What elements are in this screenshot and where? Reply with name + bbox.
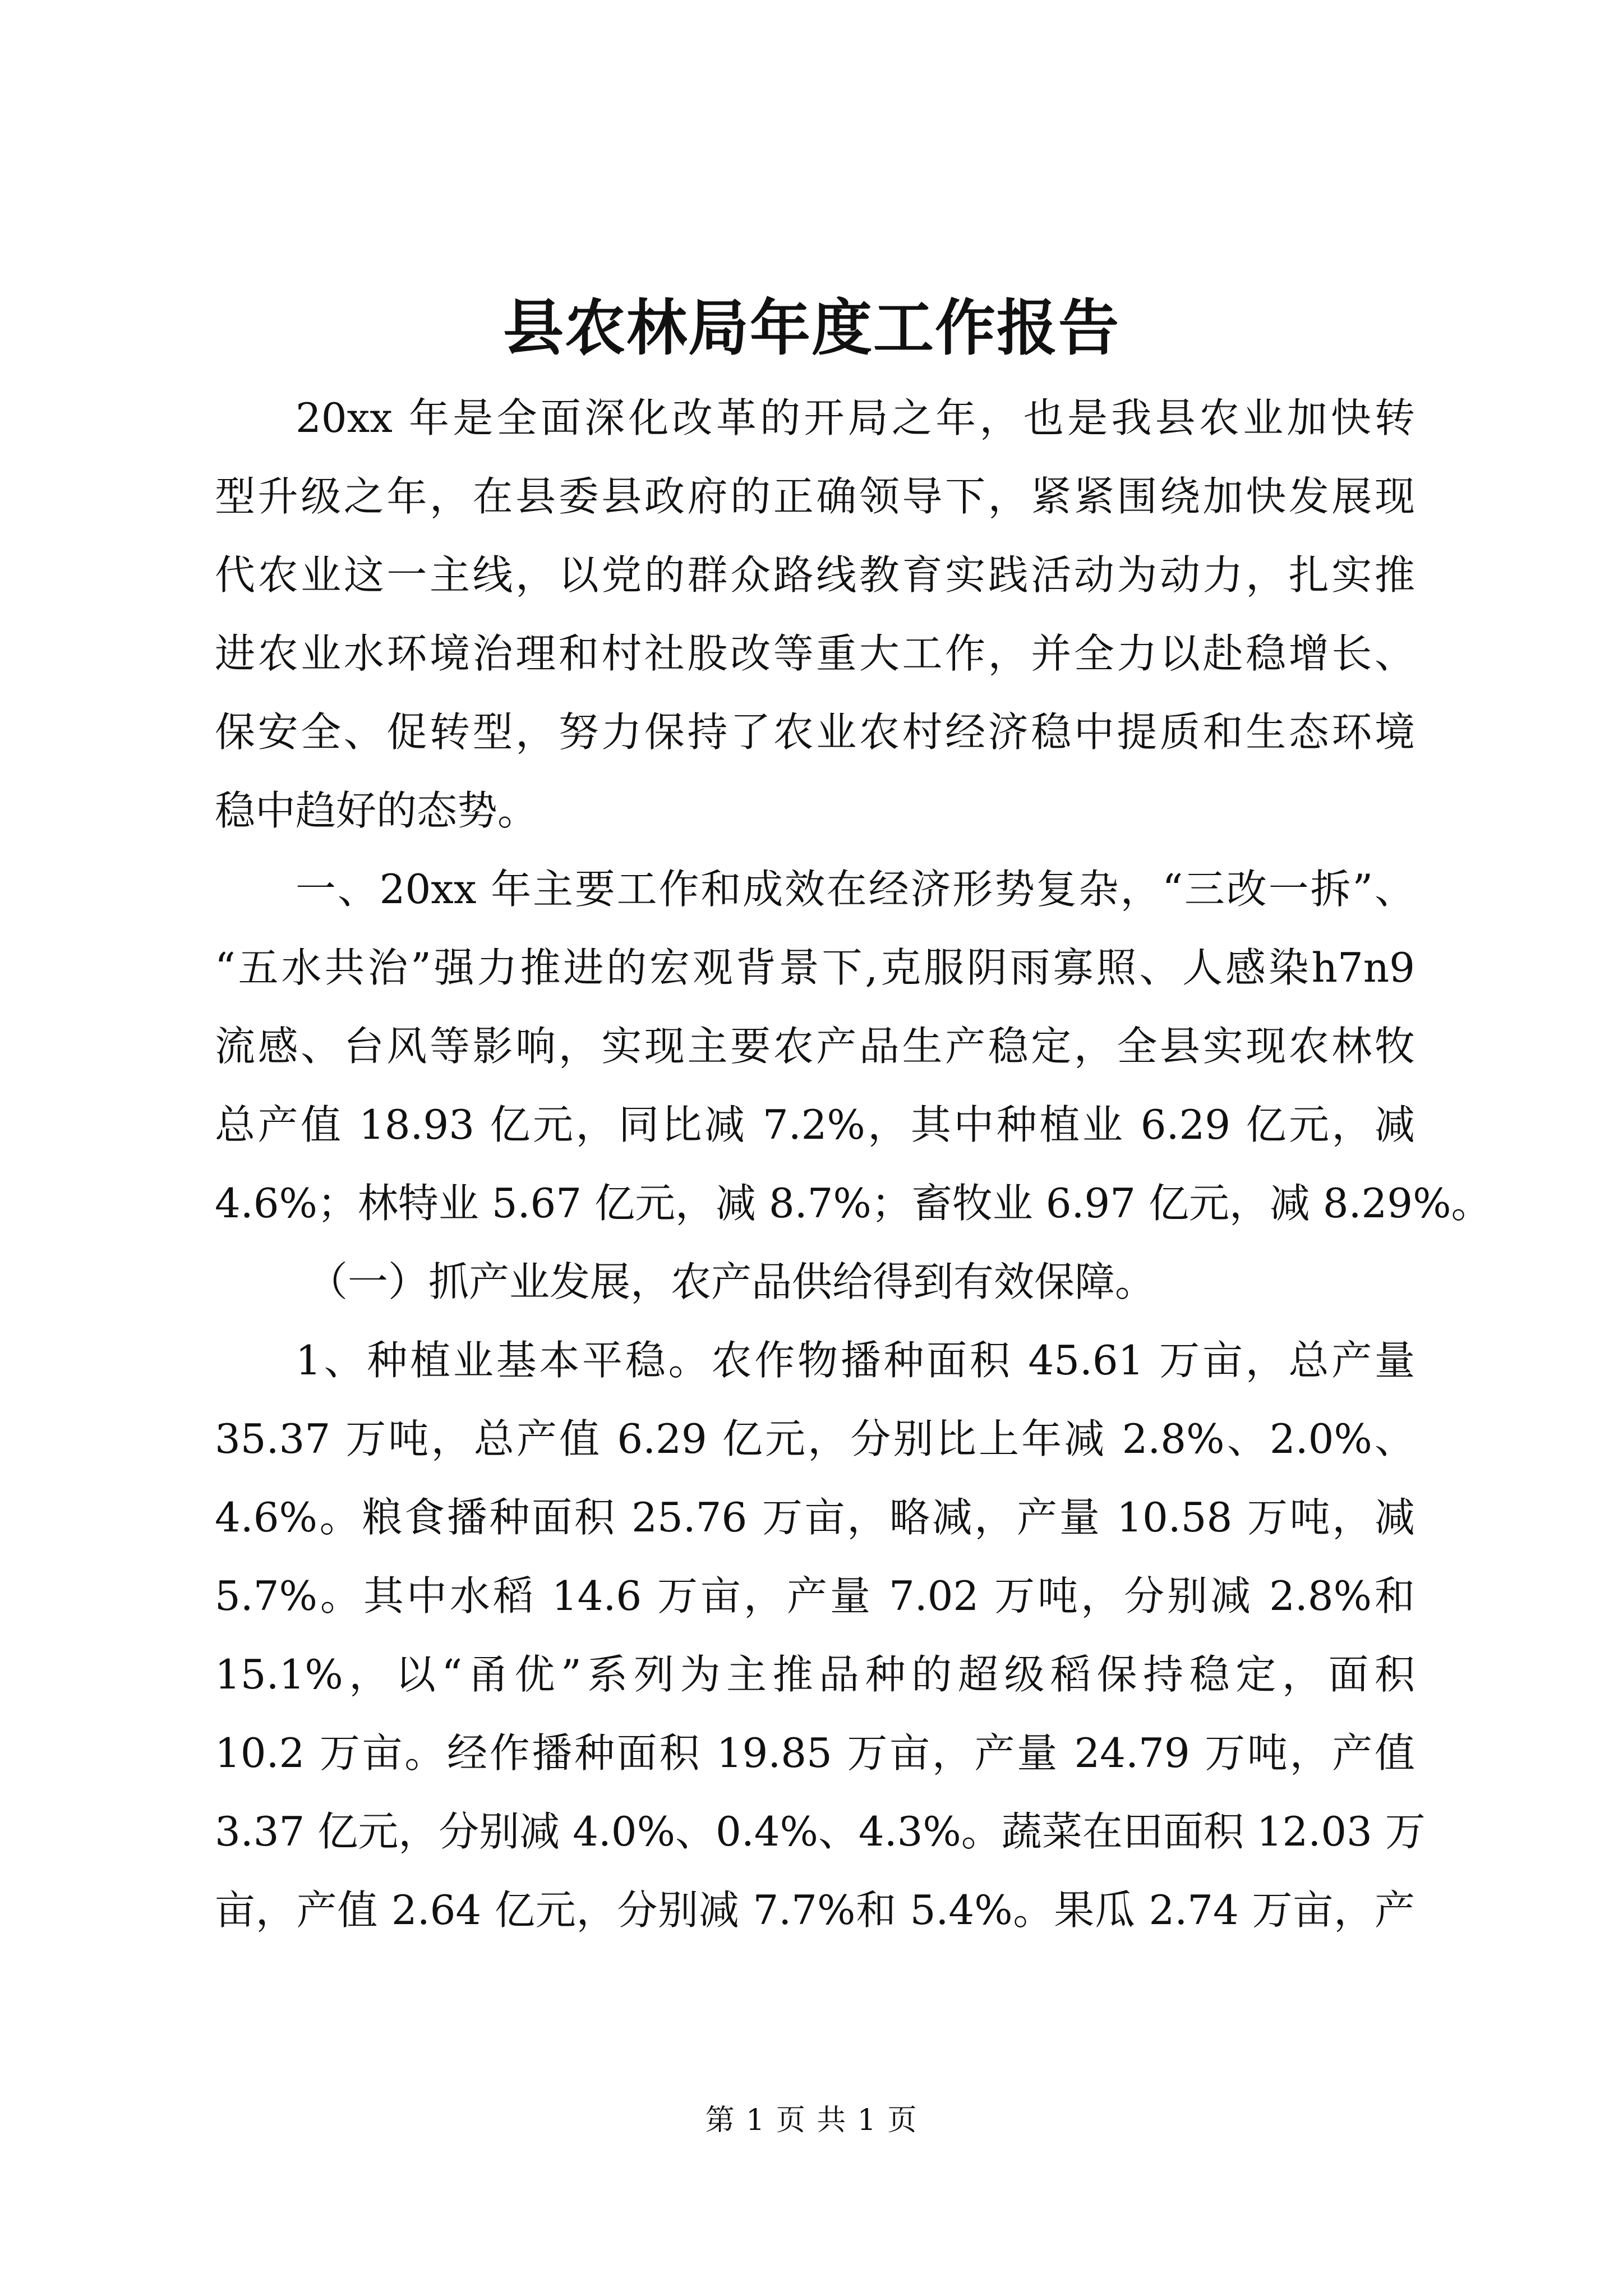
paragraph-line: 型升级之年，在县委县政府的正确领导下，紧紧围绕加快发展现 — [215, 473, 1415, 520]
paragraph-line: 35.37 万吨，总产值 6.29 亿元，分别比上年减 2.8%、2.0%、 — [215, 1415, 1415, 1462]
paragraph-line: 10.2 万亩。经作播种面积 19.85 万亩，产量 24.79 万吨，产值 — [215, 1729, 1415, 1777]
paragraph-line: 5.7%。其中水稻 14.6 万亩，产量 7.02 万吨，分别减 2.8%和 — [215, 1572, 1415, 1619]
paragraph-line: 稳中趋好的态势。 — [215, 787, 538, 834]
paragraph-line: 1、种植业基本平稳。农作物播种面积 45.61 万亩，总产量 — [296, 1337, 1415, 1384]
paragraph-line: 总产值 18.93 亿元，同比减 7.2%，其中种植业 6.29 亿元，减 — [215, 1101, 1415, 1148]
paragraph-line: 一、20xx 年主要工作和成效在经济形势复杂，“三改一拆”、 — [296, 866, 1415, 913]
paragraph-line: 4.6%；林特业 5.67 亿元，减 8.7%；畜牧业 6.97 亿元，减 8.29%。 — [215, 1180, 1492, 1227]
paragraph-line: 进农业水环境治理和村社股改等重大工作，并全力以赴稳增长、 — [215, 630, 1415, 677]
page-title: 县农林局年度工作报告 — [502, 293, 1120, 364]
page-number-footer: 第 1 页 共 1 页 — [705, 2104, 918, 2137]
paragraph-line: 3.37 亿元，分别减 4.0%、0.4%、4.3%。蔬菜在田面积 12.03 万 — [215, 1808, 1426, 1855]
paragraph-line: “五水共治”强力推进的宏观背景下,克服阴雨寡照、人感染h7n9 — [215, 944, 1415, 991]
paragraph-line: 20xx 年是全面深化改革的开局之年，也是我县农业加快转 — [296, 394, 1415, 441]
paragraph-line: 保安全、促转型，努力保持了农业农村经济稳中提质和生态环境 — [215, 708, 1415, 756]
paragraph-line: 15.1%，以“甬优”系列为主推品种的超级稻保持稳定，面积 — [215, 1651, 1415, 1698]
paragraph-line: 4.6%。粮食播种面积 25.76 万亩，略减，产量 10.58 万吨，减 — [215, 1494, 1415, 1541]
paragraph-line: 代农业这一主线，以党的群众路线教育实践活动为动力，扎实推 — [215, 551, 1415, 599]
section-heading: （一）抓产业发展，农产品供给得到有效保障。 — [307, 1258, 1156, 1305]
paragraph-line: 流感、台风等影响，实现主要农产品生产稳定，全县实现农林牧 — [215, 1023, 1415, 1070]
paragraph-line: 亩，产值 2.64 亿元，分别减 7.7%和 5.4%。果瓜 2.74 万亩，产 — [215, 1887, 1415, 1934]
